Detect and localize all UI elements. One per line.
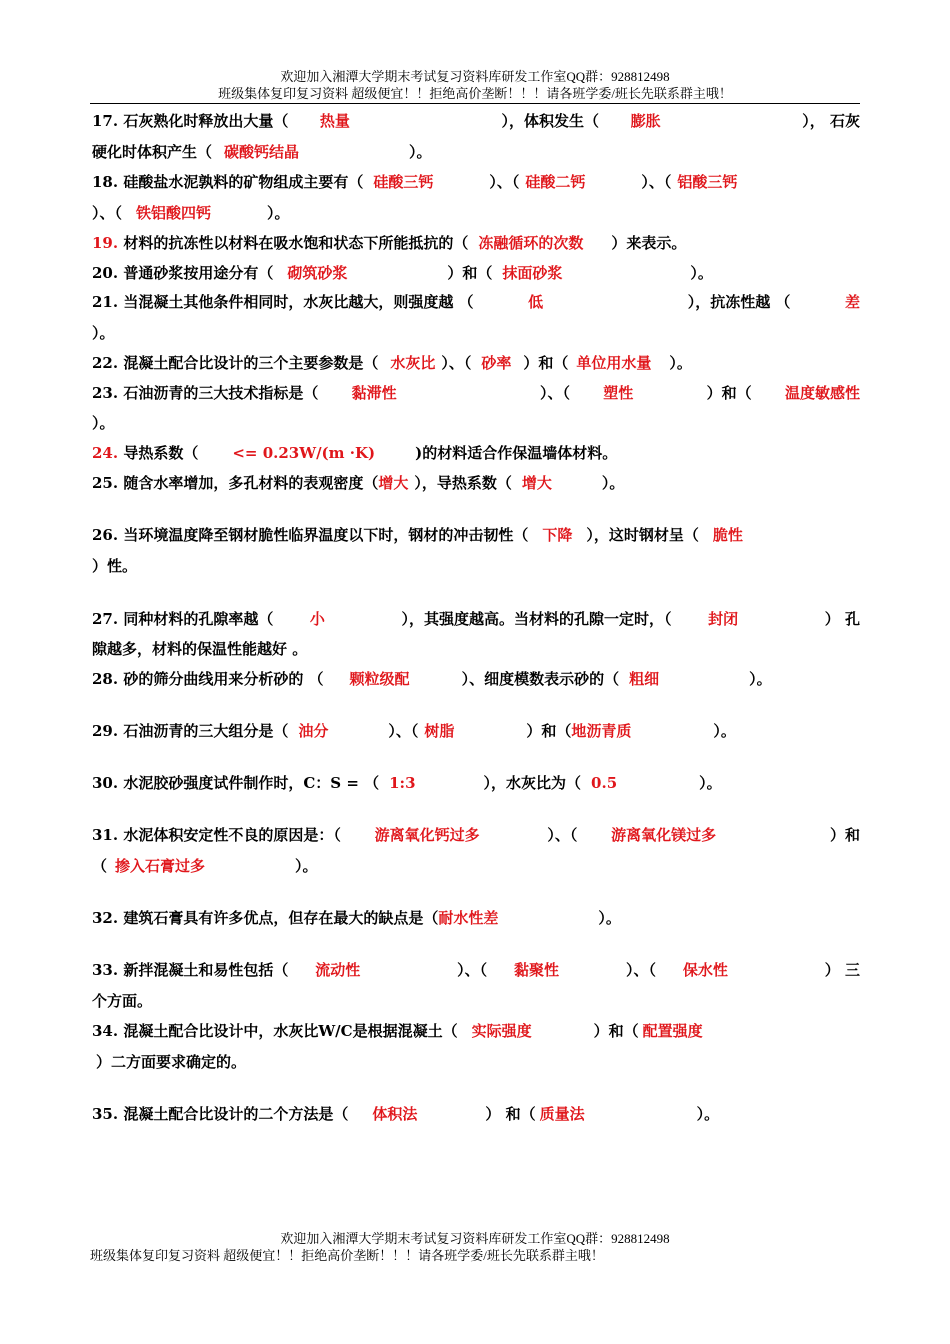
answer: 配置强度 [642,1022,703,1040]
answer: 游离氧化钙过多 [374,826,480,844]
question-33-line-1: 33. 新拌混凝土和易性包括（ 流动性 ）、（ 黏聚性 ）、（ 保水性 ） 三 [92,958,860,982]
answer: 粗细 [629,670,660,688]
answer: 体积法 [372,1105,418,1123]
question-33-line-2: 个方面。 [92,992,153,1010]
question-26-line-2: ）性。 [92,557,138,575]
footer-line-1: 欢迎加入湘潭大学期末考试复习资料库研发工作室QQ群：928812498 [280,1231,670,1246]
answer: 下降 [542,526,573,544]
question-21-line-2: ）。 [92,324,115,342]
answer: 热量 [319,112,350,130]
answer: 树脂 [424,722,455,740]
answer: 耐水性差 [438,909,499,927]
answer: <= 0.23W/(m ·K) [232,444,376,462]
answer: 砂率 [481,354,512,372]
question-21-line-1: 21. 当混凝土其他条件相同时，水灰比越大，则强度越 （ 低 ），抗冻性越 （ 差 [92,290,860,314]
question-35: 35. 混凝土配合比设计的二个方法是（ 体积法 ） 和（ 质量法 ）。 [92,1105,720,1123]
question-31-line-1: 31. 水泥体积安定性不良的原因是：（ 游离氧化钙过多 ）、（ 游离氧化镁过多 ）和 [92,823,860,847]
question-26-line-1: 26. 当环境温度降至钢材脆性临界温度以下时，钢材的冲击韧性（ 下降 ），这时钢材呈（ 脆性 [92,526,743,544]
answer: 脆性 [712,526,743,544]
question-31-line-2: （ 掺入石膏过多 ）。 [92,857,318,875]
answer: 膨胀 [630,112,661,130]
page-header [90,68,860,102]
question-23-line-2: ）。 [92,414,115,432]
footer-line-2: 班级集体复印复习资料 超级便宜！！拒绝高价垄断！！！请各班学委/班长先联系群主哦！ [90,1248,604,1263]
question-18-line-2: ）、（ 铁铝酸四钙 ）。 [92,204,290,222]
question-17-line-1: 17. 石灰熟化时释放出大量（ 热量 ），体积发生（ 膨胀 ）， 石灰 [92,109,860,133]
answer: 铁铝酸四钙 [136,204,212,222]
answer: 封闭 [708,610,739,628]
answer: 硅酸二钙 [525,173,586,191]
answer: 温度敏感性 [784,384,860,402]
answer: 增大 [378,474,409,492]
answer: 铝酸三钙 [677,173,738,191]
answer: 质量法 [539,1105,585,1123]
answer: 0.5 [591,774,618,792]
answer: 黏滞性 [351,384,397,402]
answer: 低 [528,293,544,311]
answer: 增大 [521,474,552,492]
question-34-line-1: 34. 混凝土配合比设计中，水灰比W/C是根据混凝土（ 实际强度 ）和（ 配置强度 [92,1022,703,1040]
question-29: 29. 石油沥青的三大组分是（ 油分 ）、（ 树脂 ）和（地沥青质 ）。 [92,722,736,740]
answer: 保水性 [682,961,728,979]
question-19: 19. 材料的抗冻性以材料在吸水饱和状态下所能抵抗的（ 冻融循环的次数 ）来表示。 [92,234,687,252]
question-25: 25. 随含水率增加，多孔材料的表观密度（增大 ），导热系数（ 增大 ）。 [92,474,625,492]
answer: 1:3 [389,774,416,792]
answer: 小 [309,610,325,628]
answer: 油分 [298,722,329,740]
answer: 抹面砂浆 [502,264,563,282]
question-34-line-2: ）二方面要求确定的。 [96,1053,247,1071]
question-30: 30. 水泥胶砂强度试件制作时，C：S = （ 1:3 ），水灰比为（ 0.5 ）。 [92,774,722,792]
header-line-1: 欢迎加入湘潭大学期末考试复习资料库研发工作室QQ群：928812498 [280,69,670,84]
question-18-line-1: 18. 硅酸盐水泥孰料的矿物组成主要有（ 硅酸三钙 ）、（ 硅酸二钙 ）、（ 铝酸三钙 [92,173,738,191]
answer: 单位用水量 [576,354,652,372]
answer: 塑性 [603,384,634,402]
answer: 砌筑砂浆 [287,264,348,282]
question-27-line-2: 隙越多，材料的保温性能越好 。 [92,640,308,658]
question-24: 24. 导热系数（ <= 0.23W/(m ·K) )的材料适合作保温墙体材料。 [92,444,618,462]
answer: 颗粒级配 [349,670,410,688]
page-footer [90,1230,860,1264]
header-rule [90,103,860,104]
question-22: 22. 混凝土配合比设计的三个主要参数是（ 水灰比 ）、（ 砂率 ）和（ 单位用水量 ）。 [92,354,692,372]
answer: 游离氧化镁过多 [611,826,717,844]
question-17-line-2: 硬化时体积产生（ 碳酸钙结晶 ）。 [92,143,432,161]
answer: 冻融循环的次数 [478,234,584,252]
answer: 硅酸三钙 [373,173,434,191]
answer: 差 [844,293,860,311]
question-20: 20. 普通砂浆按用途分有（ 砌筑砂浆 ）和（ 抹面砂浆 ）。 [92,264,713,282]
answer: 碳酸钙结晶 [224,143,300,161]
question-32: 32. 建筑石膏具有许多优点，但存在最大的缺点是（耐水性差 ）。 [92,909,621,927]
header-line-2: 班级集体复印复习资料 超级便宜！！拒绝高价垄断！！！请各班学委/班长先联系群主哦！ [218,86,732,101]
answer: 实际强度 [471,1022,532,1040]
answer: 黏聚性 [514,961,560,979]
question-28: 28. 砂的筛分曲线用来分析砂的 （ 颗粒级配 ）、细度模数表示砂的（ 粗细 ）。 [92,670,772,688]
question-27-line-1: 27. 同种材料的孔隙率越（ 小 ），其强度越高。当材料的孔隙一定时，（ 封闭 ） 孔 [92,607,860,631]
question-23-line-1: 23. 石油沥青的三大技术指标是（ 黏滞性 ）、（ 塑性 ）和（ 温度敏感性 [92,381,860,405]
answer: 掺入石膏过多 [115,857,206,875]
answer: 水灰比 [390,354,436,372]
answer: 地沥青质 [571,722,632,740]
answer: 流动性 [315,961,361,979]
